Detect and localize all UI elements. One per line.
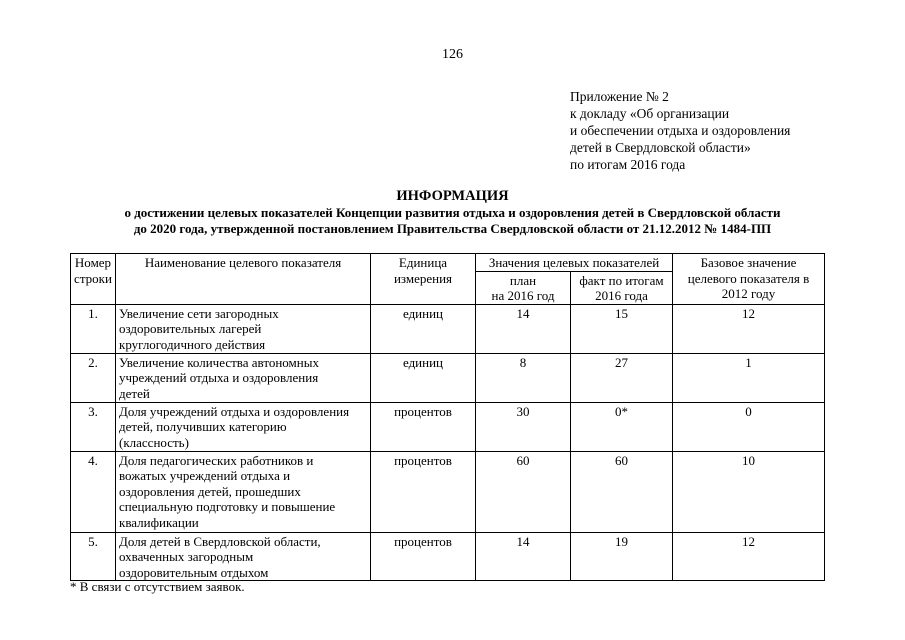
subtitle-line: о достижении целевых показателей Концепции развития отдыха и оздоровления детей в Свердловской области	[124, 205, 781, 220]
indicator-name-line: специальную подготовку и повышение	[119, 499, 336, 514]
indicator-name-line: Доля учреждений отдыха и оздоровления	[119, 403, 350, 419]
unit-cell: процентов	[371, 532, 476, 581]
header-target-values	[476, 254, 673, 272]
table-row	[71, 451, 825, 532]
table-row	[71, 402, 825, 451]
document-title: ИНФОРМАЦИЯ	[396, 188, 509, 204]
header-text: 2012 году	[721, 286, 776, 301]
header-text: измерения	[393, 270, 453, 286]
appendix-line: и обеспечении отдыха и оздоровления	[570, 123, 791, 138]
document-subtitle	[40, 205, 865, 237]
header-text: 2016 года	[595, 288, 648, 303]
fact-cell: 19	[571, 532, 673, 581]
indicator-name-line: детей	[119, 385, 150, 401]
header-text: Номер	[74, 255, 112, 270]
fact-cell: 0*	[571, 402, 673, 451]
indicator-name-line: вожатых учреждений отдыха и	[119, 468, 291, 483]
header-text: Наименование целевого показателя	[144, 255, 342, 270]
header-text: строки	[74, 270, 112, 286]
base-cell: 12	[673, 304, 825, 353]
header-indicator-name	[116, 254, 371, 305]
unit-cell: единиц	[371, 304, 476, 353]
indicator-name	[116, 451, 371, 532]
header-text: план	[509, 272, 537, 288]
row-number: 1.	[71, 304, 116, 353]
plan-cell: 30	[476, 402, 571, 451]
header-plan	[476, 271, 571, 304]
header-text: на 2016 год	[491, 288, 555, 303]
indicator-name-line: квалификации	[119, 514, 199, 530]
header-text: Базовое значение	[700, 255, 797, 270]
fact-cell: 27	[571, 353, 673, 402]
indicator-name	[116, 402, 371, 451]
unit-cell: единиц	[371, 353, 476, 402]
row-number: 2.	[71, 353, 116, 402]
base-cell: 0	[673, 402, 825, 451]
footnote: * В связи с отсутствием заявок.	[70, 579, 245, 594]
fact-cell: 60	[571, 451, 673, 532]
header-text: факт по итогам	[579, 272, 664, 288]
indicator-name-line: оздоровления детей, прошедших	[119, 483, 301, 499]
plan-cell: 14	[476, 532, 571, 581]
indicator-name-line: охваченных загородным	[119, 549, 254, 564]
header-base-value	[673, 254, 825, 305]
plan-cell: 8	[476, 353, 571, 402]
indicator-name-line: Доля детей в Свердловской области,	[119, 533, 321, 549]
row-number: 4.	[71, 451, 116, 532]
table-row	[71, 532, 825, 581]
indicators-table	[70, 253, 825, 581]
indicator-name-line: (классность)	[119, 434, 189, 450]
header-unit	[371, 254, 476, 305]
indicator-name	[116, 532, 371, 581]
header-text: Единица	[398, 255, 448, 270]
plan-cell: 14	[476, 304, 571, 353]
base-cell: 12	[673, 532, 825, 581]
appendix-line: детей в Свердловской области»	[570, 140, 751, 155]
base-cell: 10	[673, 451, 825, 532]
page-number: 126	[442, 47, 463, 62]
indicator-name-line: оздоровительным отдыхом	[119, 564, 269, 580]
indicator-name-line: круглогодичного действия	[119, 336, 266, 352]
base-cell: 1	[673, 353, 825, 402]
indicator-name-line: учреждений отдыха и оздоровления	[119, 370, 319, 385]
appendix-line: к докладу «Об организации	[570, 106, 730, 121]
table-row	[71, 304, 825, 353]
header-text: целевого показателя в	[687, 270, 810, 286]
appendix-line: Приложение № 2	[570, 89, 669, 104]
indicator-name-line: Увеличение количества автономных	[119, 354, 319, 370]
indicator-name-line: оздоровительных лагерей	[119, 321, 262, 336]
indicator-name	[116, 353, 371, 402]
unit-cell: процентов	[371, 451, 476, 532]
header-fact	[571, 271, 673, 304]
indicator-name-line: детей, получивших категорию	[119, 419, 287, 434]
indicator-name-line: Увеличение сети загородных	[119, 305, 279, 321]
appendix-note	[570, 88, 790, 173]
subtitle-line: до 2020 года, утвержденной постановлением Правительства Свердловской области от 21.12.2012 № 1484-ПП	[133, 221, 772, 236]
row-number: 5.	[71, 532, 116, 581]
header-text: Значения целевых показателей	[488, 255, 660, 270]
indicator-name	[116, 304, 371, 353]
table-row	[71, 353, 825, 402]
plan-cell: 60	[476, 451, 571, 532]
appendix-line: по итогам 2016 года	[570, 157, 686, 172]
unit-cell: процентов	[371, 402, 476, 451]
fact-cell: 15	[571, 304, 673, 353]
indicator-name-line: Доля педагогических работников и	[119, 452, 314, 468]
row-number: 3.	[71, 402, 116, 451]
header-row-number	[71, 254, 116, 305]
